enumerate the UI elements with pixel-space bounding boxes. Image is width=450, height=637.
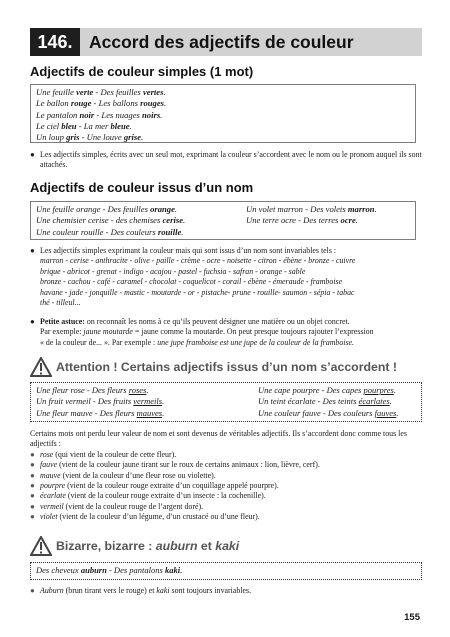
example-line: Un loup gris - Une louve grise.	[36, 132, 144, 143]
example-line: Une cape pourpre - Des capes pourpres.	[258, 385, 396, 395]
bullet-icon: ●	[30, 449, 35, 459]
lesson-title: Accord des adjectifs de couleur	[80, 28, 422, 56]
bullet-icon: ●	[30, 491, 35, 501]
example-line: Un fruit vermeil - Des fruits vermeils.	[36, 396, 165, 407]
attention-title: Attention ! Certains adjectifs issus d’un nom s’accordent !	[56, 360, 397, 374]
lesson-header	[30, 28, 422, 56]
example-box-attention	[30, 382, 422, 422]
warning-icon	[30, 357, 52, 377]
bullet-icon: ●	[30, 470, 35, 480]
example-line: Un volet marron - Des volets marron.	[246, 204, 377, 214]
example-box-noun	[30, 201, 416, 240]
example-line: Le ciel bleu - La mer bleue.	[36, 120, 132, 131]
list-item: ● pourpre (vient de la couleur rouge extraite d’un coquillage appelé pourpre).	[30, 481, 279, 491]
list-item: ● mauve (vient de la couleur d’une fleur rose ou violette).	[30, 470, 216, 480]
example-line: Une feuille verte - Des feuilles vertes.	[36, 87, 166, 97]
bizarre-heading	[30, 534, 239, 558]
example-line: Une couleur rouille - Des couleurs rouille.	[36, 226, 184, 237]
bizarre-note: ● Auburn (brun tirant vers le rouge) et kaki sont toujours invariables.	[30, 586, 252, 595]
section-title-noun: Adjectifs de couleur issus d’un nom	[30, 180, 254, 195]
list-item: ● écarlate (vient de la couleur rouge extraite d’un insecte : la cochenille).	[30, 491, 266, 501]
example-line: Une couleur fauve - Des couleurs fauves.	[258, 407, 399, 418]
rule-simple: ● Les adjectifs simples, écrits avec un seul mot, exprimant la couleur s’accordent avec le nom ou le pronom auquel ils sont attachés.	[30, 150, 422, 170]
list-item: ● vermeil (vient de la couleur rouge de l’argent doré).	[30, 501, 204, 511]
lesson-number: 146.	[30, 28, 80, 56]
example-line: Une terre ocre - Des terres ocre.	[246, 215, 358, 226]
bullet-icon: ●	[30, 246, 35, 255]
example-box-simple	[30, 84, 416, 143]
example-line: Un teint écarlate - Des teints écarlates.	[258, 396, 392, 407]
attention-explanation: Certains mots ont perdu leur valeur de nom et sont devenus de véritables adjectifs. Ils s’accordent donc comme tous les adjectifs : ● rose (qui vient de la couleur de cette fleur). ● fauve (vient de la couleur jaune tirant sur le roux de certains animaux : lion, lièvre, cerf). ● mauve (vient de la couleur d’une fleur rose ou violette). ● pourpre (vient de la couleur rouge extraite d’un coquillage appelé pourpre). ● écarlate (vient de la couleur rouge extraite d’un insecte : la cochenille). ● vermeil (vient de la couleur rouge de l’argent doré). ● violet (vient de la couleur d’un légume, d’un crustacé ou d’une fleur).	[30, 429, 422, 523]
list-item: ● rose (qui vient de la couleur de cette fleur).	[30, 449, 177, 459]
bullet-icon: ●	[30, 512, 35, 522]
page-number: 155	[404, 612, 420, 623]
attention-heading	[30, 355, 397, 379]
tip-block: ● Petite astuce: on reconnaît les noms à ce qu’ils peuvent désigner une matière ou un objet concret. Par exemple: jaune moutarde = jaune comme la moutarde. On peut presque toujours rajouter l’expression « de la couleur de... ». Par exemple : une jupe framboise est une jupe de la couleur de la framboise.	[30, 317, 374, 347]
example-line: Une fleur rose - Des fleurs roses.	[36, 385, 149, 395]
section-title-simple: Adjectifs de couleur simples (1 mot)	[30, 64, 254, 79]
example-line: Une chemisier cerise - des chemises cerise.	[36, 215, 186, 226]
example-line: Le pantalon noir - Les nuages noirs.	[36, 109, 163, 120]
bullet-icon: ●	[30, 501, 35, 511]
list-item: ● violet (vient de la couleur d’un légume, d’un crustacé ou d’une fleur).	[30, 512, 260, 522]
example-line: Le ballon rouge - Les ballons rouges.	[36, 98, 167, 109]
bullet-icon: ●	[30, 586, 35, 595]
example-line: Une feuille orange - Des feuilles orange.	[36, 204, 178, 214]
example-box-bizarre: Des cheveux auburn - Des pantalons kaki.	[30, 562, 422, 580]
bullet-icon: ●	[30, 317, 35, 326]
bullet-icon: ●	[30, 481, 35, 491]
rule-noun: ● Les adjectifs simples exprimant la couleur mais qui sont issus d’un nom sont invariables tels : marron - cerise - anthracite - olive - paille - crème - ocre - noisette - citron - ébène - bronze - cuivre brique - abricot - grenat - indigo - acajou - pastel - fuchsia - safran - orange - sable bronze - cachou - café - caramel - chocolat - coquelicot - corail - ébène - émeraude - framboise havane - jade - jonquille - mastic - moutarde - or - pistache- prune - rouille- saumon - sépia - tabac thé - tilleul...	[30, 246, 422, 308]
bizarre-title: Bizarre, bizarre : auburn et kaki	[56, 539, 240, 553]
warning-icon	[30, 536, 52, 556]
bullet-icon: ●	[30, 150, 35, 159]
color-list: marron - cerise - anthracite - olive - paille - crème - ocre - noisette - citron - ébène - bronze - cuivre brique - abricot - grenat - indigo - acajou - pastel - fuchsia - safran - orange - sable bronze - cachou - café - caramel - chocolat - coquelicot - corail - ébène - émeraude - framboise havane - jade - jonquille - mastic - moutarde - or - pistache- prune - rouille- saumon - sépia - tabac thé - tilleul...	[40, 256, 356, 308]
example-line: Une fleur mauve - Des fleurs mauves.	[36, 407, 165, 418]
bullet-icon: ●	[30, 460, 35, 470]
list-item: ● fauve (vient de la couleur jaune tirant sur le roux de certains animaux : lion, lièvre, cerf).	[30, 460, 320, 470]
